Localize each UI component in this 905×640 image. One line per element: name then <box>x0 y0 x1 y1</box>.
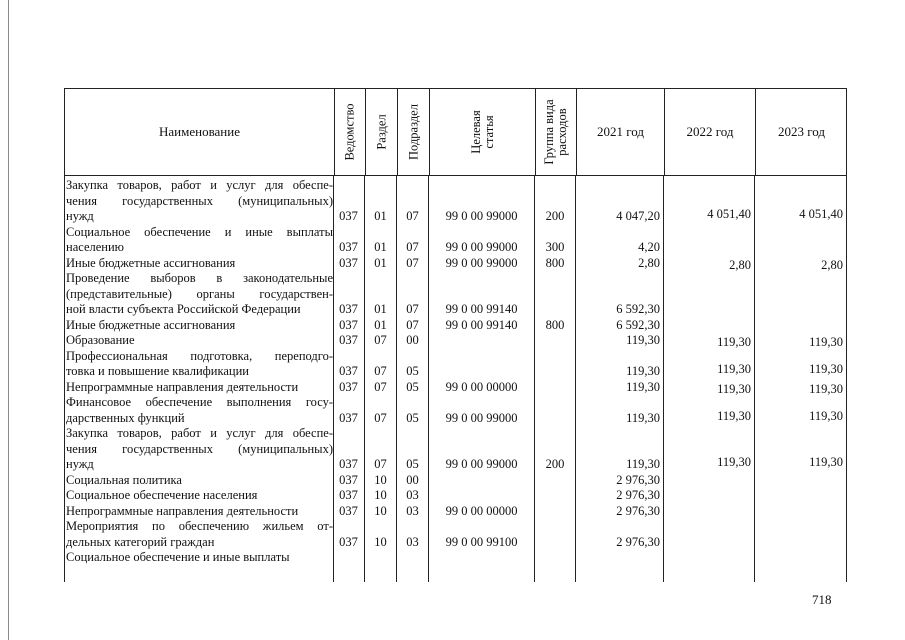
header-2023: 2023 год <box>778 124 825 139</box>
header-name: Наименование <box>159 124 240 139</box>
cell-razdel: 07 <box>374 410 387 425</box>
cell-razdel: 10 <box>374 472 387 487</box>
cell-2021: 2,80 <box>638 255 660 270</box>
cell-podrazdel: 07 <box>406 302 419 316</box>
cell-podrazdel: 03 <box>406 503 419 518</box>
header-2021: 2021 год <box>597 124 644 139</box>
cell-2021: 119,30 <box>626 410 660 425</box>
cell-podrazdel: 07 <box>406 255 419 270</box>
cell-2021: 2 976,30 <box>616 503 660 518</box>
cell-razdel: 10 <box>374 503 387 518</box>
cell-vedomstvo: 037 <box>339 503 358 518</box>
cell-vedomstvo: 037 <box>339 472 358 487</box>
cell-razdel: 01 <box>374 240 387 254</box>
cell-2021: 6 592,30 <box>616 317 660 332</box>
cell-podrazdel: 05 <box>406 410 419 425</box>
cell-2021: 119,30 <box>626 364 660 378</box>
cell-2023: 119,30 <box>809 381 843 396</box>
cell-2022: 2,80 <box>729 257 751 272</box>
cell-gruppa: 300 <box>545 240 565 254</box>
column-divider <box>754 176 755 582</box>
cell-razdel: 07 <box>374 333 387 347</box>
header-vedomstvo: Ведомство <box>342 103 357 161</box>
cell-tselevaya: 99 0 00 99000 <box>445 240 518 254</box>
row-name-line: населению <box>66 240 124 254</box>
row-name-line: Непрограммные направления деятельности <box>66 503 299 518</box>
cell-vedomstvo: 037 <box>339 364 358 378</box>
cell-vedomstvo: 037 <box>339 457 358 471</box>
cell-2021: 119,30 <box>626 379 660 394</box>
scan-edge-line <box>8 0 9 640</box>
row-name-line: Социальное обеспечение населения <box>66 488 258 502</box>
cell-gruppa: 200 <box>545 209 565 223</box>
row-name-line: Закупка товаров, работ и услуг для обеспе- <box>66 178 333 192</box>
row-name-line: Проведение выборов в законодательные <box>66 271 333 285</box>
cell-razdel: 01 <box>374 317 387 332</box>
cell-2023: 119,30 <box>809 362 843 376</box>
cell-2023: 119,30 <box>809 455 843 469</box>
cell-2021: 2 976,30 <box>616 472 660 487</box>
header-tselevaya: Целевая статья <box>468 110 496 154</box>
row-name-line: дарственных функций <box>66 410 185 425</box>
cell-razdel: 07 <box>374 379 387 394</box>
cell-tselevaya: 99 0 00 99000 <box>445 410 518 425</box>
cell-razdel: 07 <box>374 457 387 471</box>
row-name-line: Иные бюджетные ассигнования <box>66 255 236 270</box>
cell-gruppa: 800 <box>545 317 565 332</box>
cell-vedomstvo: 037 <box>339 240 358 254</box>
header-gruppa-cell <box>535 89 576 175</box>
cell-2023: 119,30 <box>809 335 843 349</box>
cell-tselevaya: 99 0 00 99000 <box>445 209 518 223</box>
row-name-line: Профессиональная подготовка, переподго- <box>66 348 333 363</box>
header-podrazdel: Подраздел <box>406 104 420 160</box>
cell-tselevaya: 99 0 00 99000 <box>445 255 518 270</box>
header-razdel: Раздел <box>374 114 388 150</box>
cell-2021: 2 976,30 <box>616 488 660 502</box>
cell-2023: 119,30 <box>809 408 843 423</box>
cell-gruppa: 200 <box>545 457 565 471</box>
cell-podrazdel: 05 <box>406 457 419 471</box>
cell-2021: 119,30 <box>626 333 660 347</box>
page-number: 718 <box>812 592 832 607</box>
row-name-line: чения государственных (муниципальных) <box>66 441 333 456</box>
cell-2023: 2,80 <box>821 257 843 272</box>
cell-vedomstvo: 037 <box>339 379 358 394</box>
cell-tselevaya: 99 0 00 99140 <box>445 302 518 316</box>
header-2022: 2022 год <box>686 124 734 139</box>
cell-vedomstvo: 037 <box>339 255 358 270</box>
cell-podrazdel: 00 <box>406 472 419 487</box>
header-2021-cell <box>576 89 664 175</box>
cell-vedomstvo: 037 <box>339 209 358 223</box>
cell-vedomstvo: 037 <box>339 333 358 347</box>
cell-2022: 119,30 <box>717 408 751 423</box>
cell-2023: 4 051,40 <box>799 207 843 221</box>
header-name-cell <box>65 89 334 175</box>
cell-tselevaya: 99 0 00 99100 <box>445 534 518 549</box>
row-name-line: Закупка товаров, работ и услуг для обеспе- <box>66 426 333 440</box>
header-podrazdel-cell <box>397 89 429 175</box>
header-razdel-cell <box>365 89 397 175</box>
header-2022-cell <box>664 89 755 175</box>
cell-tselevaya: 99 0 00 99140 <box>445 317 518 332</box>
row-name-line: ной власти субъекта Российской Федерации <box>66 302 301 316</box>
row-name-line: Социальная политика <box>66 472 182 487</box>
row-name-line: товка и повышение квалификации <box>66 364 249 378</box>
column-divider <box>663 176 664 582</box>
header-tselevaya-cell <box>429 89 535 175</box>
row-name-line: Финансовое обеспечение выполнения госу- <box>66 395 333 409</box>
cell-vedomstvo: 037 <box>339 534 358 549</box>
cell-tselevaya: 99 0 00 99000 <box>445 457 518 471</box>
cell-2022: 119,30 <box>717 381 751 396</box>
cell-podrazdel: 03 <box>406 488 419 502</box>
row-name-line: чения государственных (муниципальных) <box>66 193 333 208</box>
table-header <box>64 88 847 176</box>
cell-vedomstvo: 037 <box>339 302 358 316</box>
cell-2021: 6 592,30 <box>616 302 660 316</box>
cell-razdel: 10 <box>374 534 387 549</box>
row-name-line: Мероприятия по обеспечению жильем от- <box>66 519 333 533</box>
cell-podrazdel: 07 <box>406 240 419 254</box>
cell-podrazdel: 07 <box>406 209 419 223</box>
cell-podrazdel: 03 <box>406 534 419 549</box>
cell-razdel: 10 <box>374 488 387 502</box>
row-name-line: Образование <box>66 333 135 347</box>
cell-razdel: 07 <box>374 364 387 378</box>
cell-vedomstvo: 037 <box>339 488 358 502</box>
cell-vedomstvo: 037 <box>339 317 358 332</box>
header-gruppa: Группа вида расходов <box>542 99 569 165</box>
row-name-line: нужд <box>66 209 94 223</box>
header-vedomstvo-cell <box>334 89 365 175</box>
cell-podrazdel: 05 <box>406 379 419 394</box>
cell-tselevaya: 99 0 00 00000 <box>445 503 518 518</box>
cell-podrazdel: 07 <box>406 317 419 332</box>
column-divider <box>846 176 847 582</box>
cell-razdel: 01 <box>374 302 387 316</box>
cell-podrazdel: 00 <box>406 333 419 347</box>
cell-2022: 119,30 <box>717 362 751 376</box>
row-name-line: (представительные) органы государствен- <box>66 286 333 301</box>
row-name-line: Социальное обеспечение и иные выплаты <box>66 550 290 564</box>
row-name-line: нужд <box>66 457 94 471</box>
column-divider <box>64 176 65 582</box>
cell-2021: 2 976,30 <box>616 534 660 549</box>
row-name-line: Социальное обеспечение и иные выплаты <box>66 224 333 239</box>
cell-tselevaya: 99 0 00 00000 <box>445 379 518 394</box>
cell-2021: 4 047,20 <box>616 209 660 223</box>
row-name-line: дельных категорий граждан <box>66 534 215 549</box>
cell-podrazdel: 05 <box>406 364 419 378</box>
cell-2021: 119,30 <box>626 457 660 471</box>
cell-2022: 119,30 <box>717 455 751 469</box>
header-2023-cell <box>755 89 847 175</box>
row-name-line: Иные бюджетные ассигнования <box>66 317 236 332</box>
cell-gruppa: 800 <box>545 255 565 270</box>
cell-razdel: 01 <box>374 255 387 270</box>
cell-razdel: 01 <box>374 209 387 223</box>
cell-2022: 4 051,40 <box>707 207 751 221</box>
cell-2021: 4,20 <box>638 240 660 254</box>
row-name-line: Непрограммные направления деятельности <box>66 379 299 394</box>
cell-vedomstvo: 037 <box>339 410 358 425</box>
column-divider <box>534 176 535 582</box>
cell-2022: 119,30 <box>717 335 751 349</box>
